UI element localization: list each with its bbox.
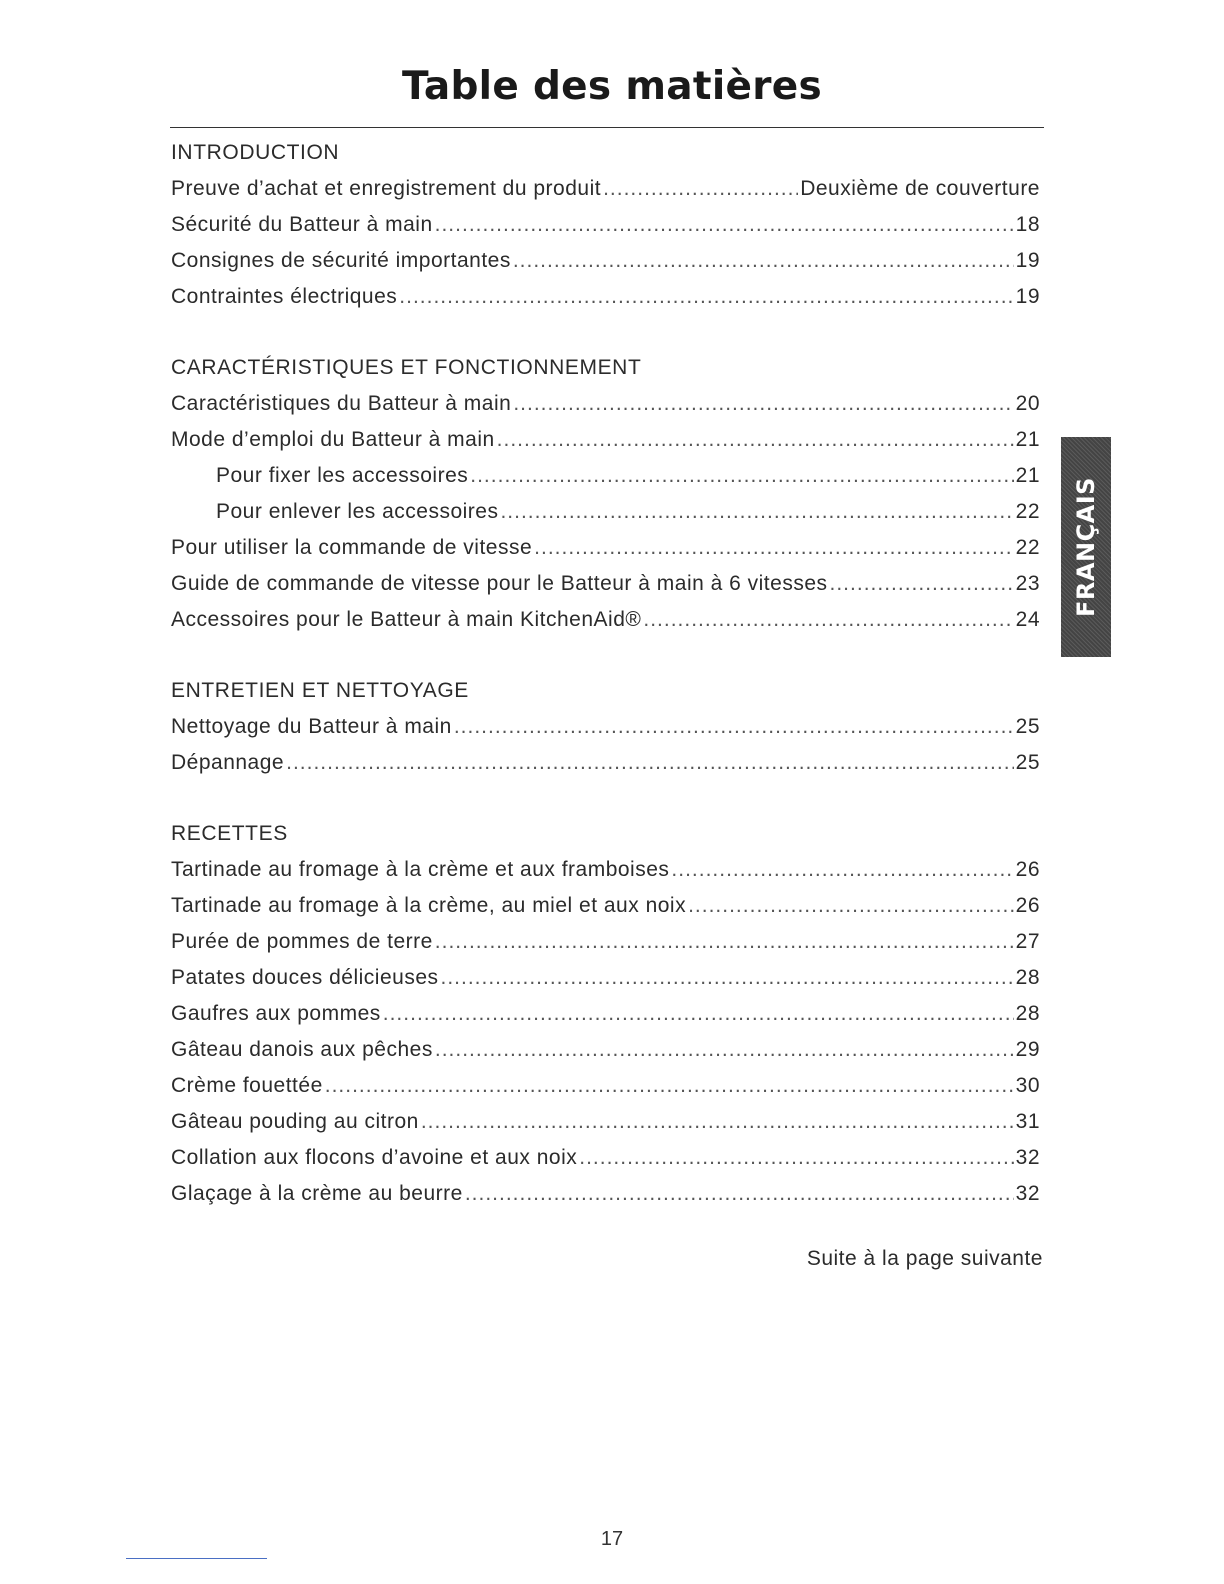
dot-leader <box>435 924 1014 960</box>
toc-entry-page: 22 <box>1015 536 1040 559</box>
section-heading-introduction: INTRODUCTION <box>171 141 340 164</box>
page-title: Table des matières <box>401 64 823 109</box>
toc-entry-label: Patates douces délicieuses <box>171 966 439 989</box>
footer-link-underline <box>126 1558 267 1559</box>
continued-note: Suite à la page suivante <box>806 1247 1043 1270</box>
dot-leader <box>688 888 1014 924</box>
toc-entry-label: Tartinade au fromage à la crème, au miel et aux noix <box>171 894 687 917</box>
dot-leader <box>383 996 1014 1032</box>
dot-leader <box>513 243 1014 279</box>
dot-leader <box>643 602 1013 638</box>
toc-entry-label: Glaçage à la crème au beurre <box>171 1182 463 1205</box>
toc-entry-label: Pour enlever les accessoires <box>216 500 499 523</box>
toc-entry-label: Contraintes électriques <box>171 285 398 308</box>
toc-entry[interactable] <box>171 852 1040 888</box>
dot-leader <box>534 530 1013 566</box>
toc-entry[interactable] <box>171 996 1040 1032</box>
dot-leader <box>441 960 1014 996</box>
toc-entry[interactable] <box>171 602 1040 638</box>
toc-entry-page: 20 <box>1015 392 1040 415</box>
toc-entry-page: 32 <box>1015 1182 1040 1205</box>
toc-entry-page: 30 <box>1015 1074 1040 1097</box>
toc-entry-page: 25 <box>1015 715 1040 738</box>
toc-subentry[interactable] <box>216 458 1040 494</box>
toc-entry-page: 28 <box>1015 966 1040 989</box>
toc-entry-label: Sécurité du Batteur à main <box>171 213 433 236</box>
toc-entry-label: Gâteau pouding au citron <box>171 1110 419 1133</box>
toc-entry-label: Pour utiliser la commande de vitesse <box>171 536 533 559</box>
toc-entry[interactable] <box>171 1068 1040 1104</box>
toc-entry[interactable] <box>171 207 1040 243</box>
dot-leader <box>399 279 1013 315</box>
section-heading-care-cleaning: ENTRETIEN ET NETTOYAGE <box>171 679 469 702</box>
toc-entry-page: 18 <box>1015 213 1040 236</box>
dot-leader <box>513 386 1013 422</box>
toc-entry-page: 21 <box>1015 464 1040 487</box>
dot-leader <box>325 1068 1014 1104</box>
toc-entry[interactable] <box>171 422 1040 458</box>
language-tab-label: FRANÇAIS <box>1072 477 1100 617</box>
toc-entry-page: 23 <box>1015 572 1040 595</box>
toc-entry-label: Mode d’emploi du Batteur à main <box>171 428 495 451</box>
toc-entry-label: Caractéristiques du Batteur à main <box>171 392 512 415</box>
toc-entry-label: Dépannage <box>171 751 285 774</box>
toc-entry-page: 21 <box>1015 428 1040 451</box>
toc-entry[interactable] <box>171 279 1040 315</box>
language-side-tab <box>1061 437 1111 657</box>
dot-leader <box>830 566 1014 602</box>
toc-entry-page: 28 <box>1015 1002 1040 1025</box>
toc-entry[interactable] <box>171 960 1040 996</box>
toc-subentry[interactable] <box>216 494 1040 530</box>
toc-entry[interactable] <box>171 1032 1040 1068</box>
toc-entry-page: 24 <box>1015 608 1040 631</box>
toc-entry[interactable] <box>171 924 1040 960</box>
toc-entry[interactable] <box>171 243 1040 279</box>
dot-leader <box>671 852 1013 888</box>
toc-entry-label: Purée de pommes de terre <box>171 930 433 953</box>
toc-entry-label: Guide de commande de vitesse pour le Batteur à main à 6 vitesses <box>171 572 828 595</box>
toc-entry-label: Crème fouettée <box>171 1074 323 1097</box>
toc-entry-label: Pour fixer les accessoires <box>216 464 469 487</box>
toc-entry-page: 26 <box>1015 894 1040 917</box>
dot-leader <box>435 1032 1014 1068</box>
toc-entry[interactable] <box>171 530 1040 566</box>
section-heading-features: CARACTÉRISTIQUES ET FONCTIONNEMENT <box>171 356 642 379</box>
toc-entry-page: 22 <box>1015 500 1040 523</box>
toc-entry[interactable] <box>171 709 1040 745</box>
toc-entry[interactable] <box>171 1104 1040 1140</box>
toc-entry[interactable] <box>171 386 1040 422</box>
toc-entry-page: 25 <box>1015 751 1040 774</box>
toc-entry[interactable] <box>171 1140 1040 1176</box>
section-heading-recipes: RECETTES <box>171 822 288 845</box>
toc-entry-label: Nettoyage du Batteur à main <box>171 715 452 738</box>
toc-entry-label: Accessoires pour le Batteur à main KitchenAid® <box>171 608 642 631</box>
dot-leader <box>500 494 1013 530</box>
dot-leader <box>286 745 1014 781</box>
toc-entry-page: 19 <box>1015 249 1040 272</box>
toc-entry-page: 32 <box>1015 1146 1040 1169</box>
toc-entry-page: 27 <box>1015 930 1040 953</box>
dot-leader <box>579 1140 1013 1176</box>
toc-entry-page: Deuxième de couverture <box>800 177 1040 200</box>
dot-leader <box>465 1176 1014 1212</box>
toc-entry[interactable] <box>171 745 1040 781</box>
toc-entry-page: 29 <box>1015 1038 1040 1061</box>
title-underline <box>170 127 1044 128</box>
toc-entry[interactable] <box>171 171 1040 207</box>
dot-leader <box>470 458 1013 494</box>
toc-entry-label: Collation aux flocons d’avoine et aux noix <box>171 1146 578 1169</box>
toc-entry[interactable] <box>171 566 1040 602</box>
toc-entry-label: Tartinade au fromage à la crème et aux framboises <box>171 858 670 881</box>
dot-leader <box>435 207 1014 243</box>
dot-leader <box>497 422 1014 458</box>
dot-leader <box>454 709 1014 745</box>
toc-entry-page: 31 <box>1015 1110 1040 1133</box>
dot-leader <box>421 1104 1014 1140</box>
toc-entry-label: Consignes de sécurité importantes <box>171 249 511 272</box>
toc-entry-label: Preuve d’achat et enregistrement du produit <box>171 177 602 200</box>
toc-entry-label: Gaufres aux pommes <box>171 1002 381 1025</box>
toc-entry-page: 26 <box>1015 858 1040 881</box>
toc-entry-page: 19 <box>1015 285 1040 308</box>
toc-entry[interactable] <box>171 1176 1040 1212</box>
dot-leader <box>603 171 798 207</box>
toc-entry[interactable] <box>171 888 1040 924</box>
toc-entry-label: Gâteau danois aux pêches <box>171 1038 433 1061</box>
page-number: 17 <box>600 1528 624 1550</box>
